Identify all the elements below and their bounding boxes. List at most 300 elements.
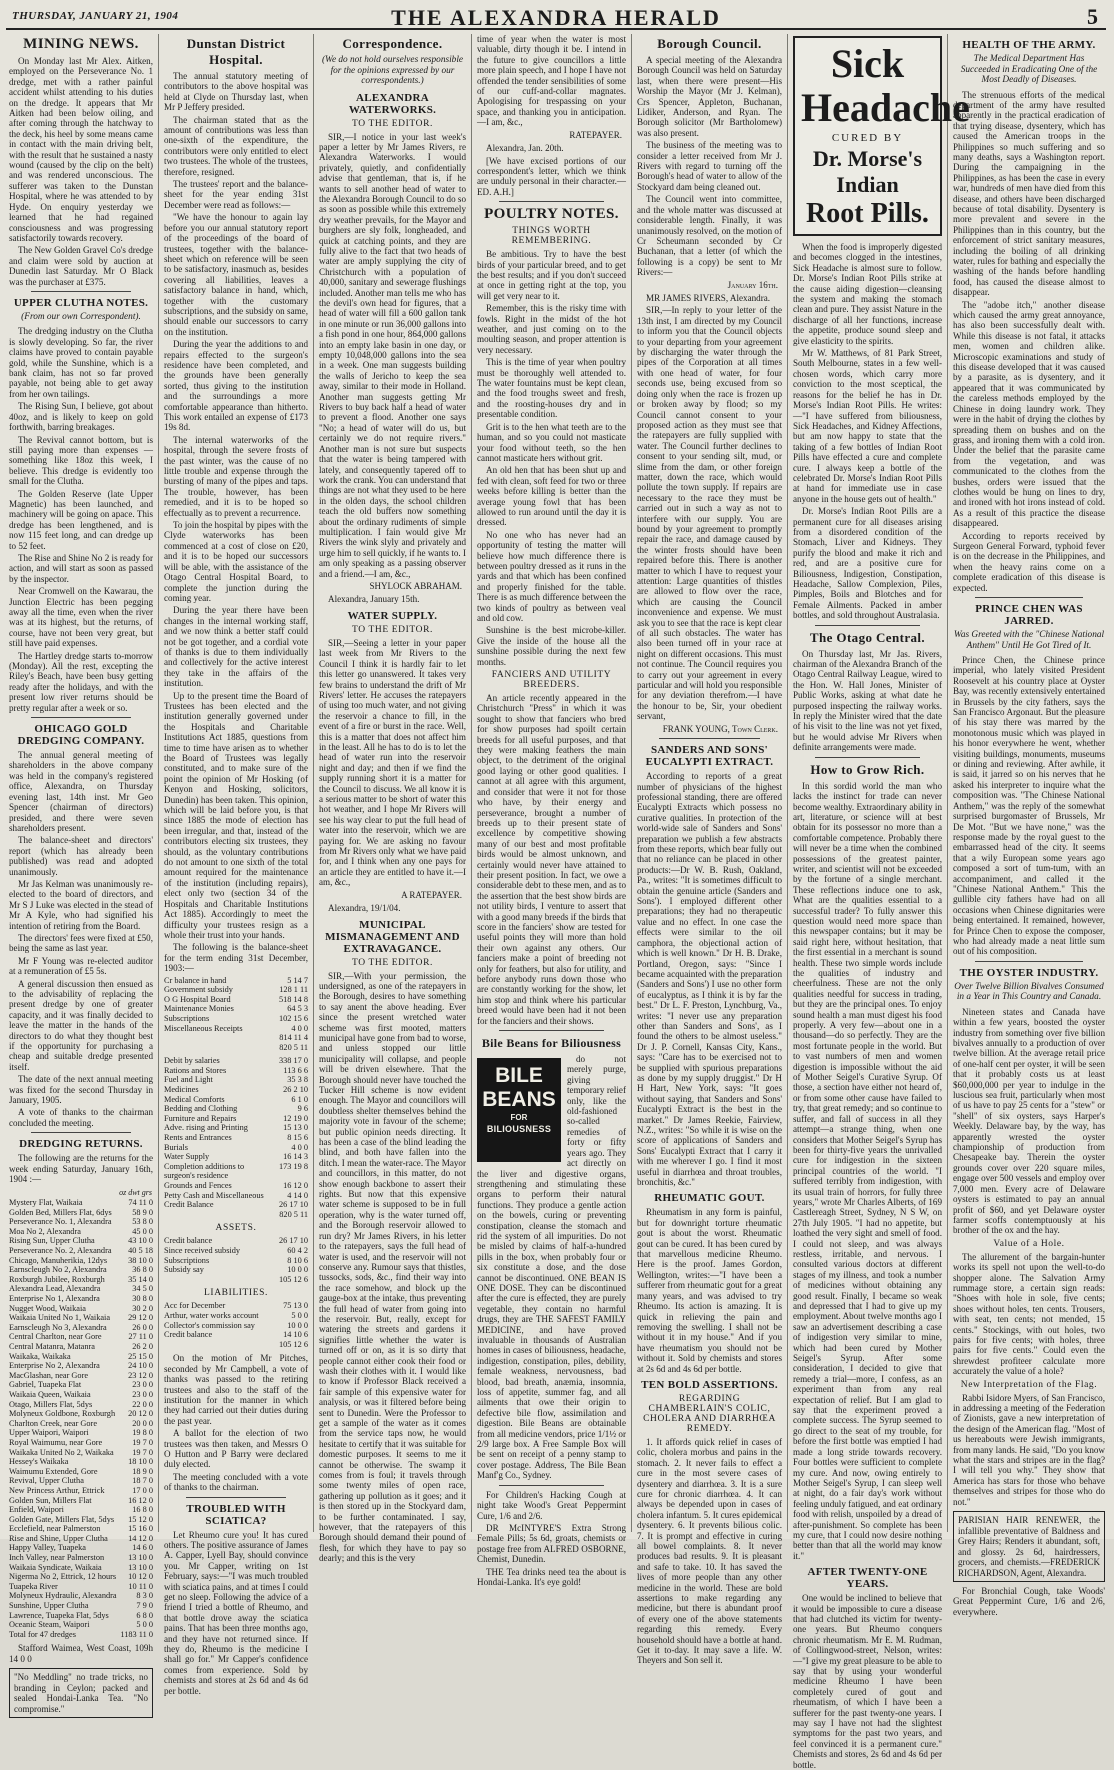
table-row bbox=[164, 1004, 308, 1014]
article-paragraph: Grit is to the hen what teeth are to the human, and so you could not masticate your food without teeth, so the hen cannot masticate hers without grit. bbox=[477, 421, 626, 463]
row-value: 17 0 0 bbox=[132, 1485, 153, 1495]
sciatica-heading: TROUBLED WITH SCIATICA? bbox=[186, 1502, 286, 1527]
divider bbox=[499, 1030, 604, 1031]
table-row bbox=[9, 1284, 153, 1294]
oyster-subheading: Over Twelve Billion Bivalves Consumed in a Year in This Country and Canada. bbox=[954, 981, 1104, 1003]
row-value: 19 7 0 bbox=[132, 1437, 153, 1447]
article-paragraph: The Golden Reserve (late Upper Magnetic) has been launched, and machinery will be going on apace. This dredge has been lengthened, and is now 115 feet long, and can dredge up to 52 feet. bbox=[9, 488, 153, 551]
poultry-notes-heading: POULTRY NOTES. bbox=[484, 206, 619, 223]
row-value: 34 5 0 bbox=[132, 1284, 153, 1294]
bile-beans-logo bbox=[477, 1058, 561, 1162]
row-value: 15 13 0 bbox=[283, 1123, 308, 1133]
divider bbox=[975, 961, 1083, 962]
correspondent-note: (From our own Correspondent). bbox=[21, 311, 141, 322]
row-label: Waikaia United No 1, Waikaia bbox=[9, 1313, 111, 1323]
assets-table bbox=[164, 1236, 308, 1284]
table-row bbox=[9, 1438, 153, 1448]
row-label: Credit balance bbox=[164, 1330, 213, 1340]
article-paragraph: The strenuous efforts of the medical department of the army have resulted apparently in the practical eradication of that trying disease, dysentery, which has caused the American troops in the Philippines so much suffering and so many deaths, says a Washington report. During the campaigning in the Philippines, as has been the case in every war, hundreds of men have died from this disease, and others have been discharged because of total disability. Dysentery is more prevalent and severe in the Philippines than in this country, but the enforcement of strict sanitary measures, including the boiling of all drinking water, rules for bathing and especially the washing of the hands before handling food, has caused the disease almost to disappear. bbox=[953, 89, 1105, 298]
row-label: Furniture and Repairs bbox=[164, 1113, 237, 1123]
row-label: Cr balance in hand bbox=[164, 975, 227, 985]
row-value: 8 3 0 bbox=[136, 1591, 153, 1601]
letter-address: TO THE EDITOR. bbox=[352, 957, 433, 968]
row-value: 14 10 6 bbox=[283, 1330, 308, 1340]
table-row bbox=[9, 1428, 153, 1438]
table-row bbox=[164, 1066, 308, 1076]
row-value: 38 10 0 bbox=[128, 1255, 153, 1265]
article-paragraph: Prince Chen, the Chinese prince imperial, who lately visited President Roosevelt at his country place at Oyster Bay, was recently extensively entertained in Brussels by the city fathers, says the San Francisco Argonaut. But the pleasure of his stay there was marred by the monotonous music which was played in his honor everywhere he went, whether visiting buildings, monuments, museums or dining and reviewing. After awhile, it is said, it jarred so on his nerves that he asked his interpreter to inquire what the composition was. "The Chinese National Anthem," was the reply of the somewhat surprised burgomaster of Brussels, Mr De Mot. "But we have none," was the response made by the royal guest to the embarrassed head of the city. It seems that a wily European some years ago composed a sort of tum-tum, with an accompaniment, and called it the "Chinese National Anthem." This the gullible city fathers have had on all occasions when Chinese dignitaries were being entertained. It remained, however, for Prince Chen to expose the composer, who had already made a neat little sum out of his composition. bbox=[953, 655, 1105, 957]
row-value: 14 12 0 bbox=[128, 1533, 153, 1543]
row-label: Nugget Wood, Waikaia bbox=[9, 1303, 86, 1313]
divider bbox=[499, 1485, 604, 1486]
rheumatic-gout-heading: RHEUMATIC GOUT. bbox=[654, 1192, 765, 1205]
row-label: Moa No 2, Alexandra bbox=[9, 1226, 81, 1236]
row-label bbox=[164, 1275, 265, 1285]
row-label: Acc for December bbox=[164, 1301, 226, 1311]
row-label: Enterprise No 1, Alexandra bbox=[9, 1294, 100, 1304]
article-paragraph: Sunshine is the best microbe-killer. Give the inside of the house all the sunshine possible during the next few months. bbox=[477, 625, 626, 667]
row-value: 60 4 2 bbox=[287, 1245, 308, 1255]
table-row bbox=[9, 1332, 153, 1342]
ten-assertions-heading: TEN BOLD ASSERTIONS. bbox=[641, 1378, 778, 1391]
article-paragraph: A vote of thanks to the chairman concluded the meeting. bbox=[9, 1107, 153, 1128]
row-value: 30 8 0 bbox=[132, 1294, 153, 1304]
table-row bbox=[9, 1371, 153, 1381]
article-paragraph: The directors' fees were fixed at £50, being the same as last year. bbox=[9, 932, 153, 954]
table-row bbox=[9, 1304, 153, 1314]
row-value: 15 16 0 bbox=[128, 1524, 153, 1534]
article-paragraph: The internal waterworks of the hospital, through the severe frosts of the past winter, was the cause of no little trouble and expense through the bursting of many of the pipes and taps. The trouble, however, has been remedied, and it is to be hoped so effectually as to prevent a recurrence. bbox=[164, 434, 308, 518]
advert-headline: Sick Headache bbox=[801, 41, 970, 130]
row-label: Perseverance No. 2, Alexandra bbox=[9, 1246, 112, 1256]
table-row bbox=[9, 1467, 153, 1477]
divider bbox=[815, 625, 920, 626]
article-paragraph: To join the hospital by pipes with the Clyde waterworks has been commenced at a cost of close on £20, and it is to be hoped our successors will be able, with the assistance of the Otago Central Hospital Board, to complete the junction during the coming year. bbox=[164, 520, 308, 603]
row-value: 102 15 6 bbox=[278, 1013, 308, 1023]
logo-line: FOR bbox=[510, 1113, 528, 1123]
table-row bbox=[9, 1380, 153, 1390]
row-value: 8 15 6 bbox=[287, 1133, 308, 1143]
army-health-heading: HEALTH OF THE ARMY. bbox=[962, 39, 1096, 51]
table-row bbox=[164, 1014, 308, 1024]
editor-note: [We have excised portions of our correspondent's letter, which we think are unduly personal in their character.—ED. A.H.] bbox=[477, 155, 626, 197]
table-row bbox=[9, 1198, 153, 1208]
article-paragraph: During the year the additions to and repairs effected to the surgeon's residence have been completed, and the grounds have been generally sorted, thus giving to the institution and the surroundings a more comfortable appearance than hitherto. This work entailed an expense of £173 19s 8d. bbox=[164, 339, 308, 433]
table-row bbox=[164, 1043, 308, 1053]
table-row bbox=[9, 1217, 153, 1227]
row-label: Fuel and Light bbox=[164, 1075, 213, 1085]
row-label: Golden Bed, Millers Flat, 6dys bbox=[9, 1207, 112, 1217]
row-label: Waikaka, Waikaka bbox=[9, 1351, 71, 1361]
row-label: Subsidy say bbox=[164, 1265, 204, 1275]
row-label: Debit by salaries bbox=[164, 1056, 220, 1066]
sanders-heading: SANDERS AND SONS' EUCALYPTI EXTRACT. bbox=[645, 744, 774, 769]
article-paragraph: During the year there have been changes in the internal working staff, and we now think a better staff could not be got together, and a cordial vote of thanks is due to them individually and collectively for the active interest they take in the affairs of the institution. bbox=[164, 605, 308, 689]
logo-line: BEANS bbox=[482, 1088, 556, 1112]
table-row bbox=[9, 1496, 153, 1506]
row-value: 10 0 0 bbox=[287, 1265, 308, 1275]
row-label: Rents and Entrances bbox=[164, 1133, 232, 1143]
table-row bbox=[9, 1294, 153, 1304]
row-label: Adve. rising and Printing bbox=[164, 1123, 248, 1133]
otago-central-heading: The Otago Central. bbox=[809, 629, 926, 645]
correspondence-disclaimer: (We do not hold ourselves responsible for the opinions expressed by our correspondents.) bbox=[321, 55, 464, 86]
row-value: 820 5 11 bbox=[279, 1042, 308, 1052]
letter-body: time of year when the water is most valuable, dirty though it be. I intend in the future to give councillors a little more plain speech, and I hope I have not offended the tender sensibilities of some of our cuff-and-collar magnates. Apologising for trespassing on your space, and thanking you in anticipation.—I am, &c., bbox=[477, 34, 626, 128]
row-value: 105 12 6 bbox=[278, 1339, 308, 1349]
letter-place: Alexandra, January 15th. bbox=[328, 594, 420, 605]
article-paragraph: The following is the balance-sheet for the term ending 31st December, 1903:— bbox=[164, 942, 308, 974]
row-label: Revival, Upper Clutha bbox=[9, 1476, 84, 1486]
row-value: 18 9 0 bbox=[132, 1466, 153, 1476]
row-value: 45 0 0 bbox=[132, 1226, 153, 1236]
article-paragraph: The dredging industry on the Clutha is slowly developing. So far, the river claims have proved to contain payable gold, while the Sunshine, which is a bank claim, has not so far proved payable, not being able to get away from her own tailings. bbox=[9, 326, 153, 399]
table-row bbox=[9, 1515, 153, 1525]
morse-pills-advert bbox=[793, 36, 970, 236]
row-label: MacGlashan, near Gore bbox=[9, 1370, 89, 1380]
balance-sheet-expenditure bbox=[164, 1056, 308, 1219]
letter-body: SIR,—I notice in your last week's paper a letter by Mr James Rivers, re Alexandra Waterworks. I would privately, quietly, and confidentially advise that gentleman, that is, if he wants to sell another head of water to the Alexandra Borough Council to do so as soon as possible while this extremely dry weather prevails, for the Mayor and burghers are sly folk, longheaded, and quick at catching points, and they are fully alive to the fact that two heads of water are amply supplying the city of Christchurch with a population of 40,000, sanitary and sewerage flushings included. Another man tells me who has the devil's own head for figures, that a head of water will fill a 600 gallon tank in one minute or run 36,000 gallons into a fish pond in one hour, 864,000 gallons into an empty lake basin in one day, or empty 10,048,000 gallons into the sea in a week. One man suggests building the walls of Jericho to keep the sea away, similar to their mode in Holland. Another man suggests getting Mr Rivers to buy back half a head of water to prevent a flood. Another one says "No; a head of water will do us, but certainly we do not require rivers." Another man is not sure but suspects that the water is being tampered with lately, and consequently tapered off to work the crank. You can understand that things are not what they used to be here in the olden days, the school children teach the old buffers now something about the ordinary rudiments of simple multiplication. I fain would give Mr Rivers the wink slyly and privately and urge him to sell quickly, if he wants to. I am only speaking as a passing observer and a friend.—I am, &c., bbox=[319, 131, 466, 579]
row-value: 24 10 0 bbox=[128, 1361, 153, 1371]
article-paragraph: The Rise and Shine No 2 is ready for action, and will start as soon as passed by the inspector. bbox=[9, 552, 153, 584]
letter-address: TO THE EDITOR. bbox=[352, 118, 433, 129]
dredging-returns-heading: DREDGING RETURNS. bbox=[19, 1138, 143, 1151]
divider bbox=[815, 757, 920, 758]
row-label: Happy Valley, Tuapeka bbox=[9, 1543, 86, 1553]
row-value: 19 7 0 bbox=[132, 1447, 153, 1457]
article-paragraph: The allurement of the bargain-hunter works its spell not upon the well-to-do shopper alone. The Salvation Army rummage store, a certain sign reads: "Shoes with hole in sole, five cents; shoes without holes, ten cents. Trousers, with seat, ten cents; not mended, 15 cents." Stockings, with out holes, two pairs for five cents; with holes, three pairs for five cents." Could even the shrewdest profiteer calculate more accurately the value of a hole? bbox=[953, 1251, 1105, 1377]
row-label: Rations and Stores bbox=[164, 1065, 227, 1075]
table-row bbox=[9, 1563, 153, 1573]
article-paragraph: A special meeting of the Alexandra Borough Council was held on Saturday last, when there were present—His Worship the Mayor (Mr J. Kelman), Crs Spencer, Appleton, Buchanan, Lidiker, Anderson, and Ryan. The Borough solicitor (Mr Bartholomew) was also present. bbox=[637, 55, 782, 138]
row-value: 8 10 6 bbox=[287, 1255, 308, 1265]
tea-advertisement: "No Meddling" no trade tricks, no branding in Ceylon; packed and sealed Hondai-Lanka Tea. "No compromise." bbox=[9, 1668, 153, 1718]
row-label: Central Matanra, Matanra bbox=[9, 1342, 95, 1351]
row-value: 23 0 0 bbox=[132, 1380, 153, 1390]
divider bbox=[499, 201, 604, 202]
table-row bbox=[9, 1409, 153, 1419]
article-paragraph: The meeting concluded with a vote of thanks to the chairman. bbox=[164, 1471, 308, 1493]
advert-brand: Dr. Morse's Indian bbox=[812, 146, 923, 197]
table-row bbox=[164, 1143, 308, 1153]
divider bbox=[975, 597, 1083, 598]
table-row bbox=[164, 1301, 308, 1311]
column-4 bbox=[472, 34, 632, 1587]
row-value: 13 10 0 bbox=[128, 1562, 153, 1572]
article-paragraph: The annual general meeting of shareholders in the above company was held in the company's registered office, Alexandra, on Thursday evening last, 14th inst. Mr Geo Spencer (chairman of directors) presided, and there were seven shareholders present. bbox=[9, 750, 153, 833]
row-value: 173 19 8 bbox=[278, 1161, 308, 1171]
row-label: Royal Waimumu, near Gore bbox=[9, 1437, 103, 1447]
divider bbox=[31, 291, 131, 292]
row-value: 35 3 8 bbox=[287, 1075, 308, 1085]
row-value: 5 14 7 bbox=[287, 975, 308, 985]
chicago-dredging-heading: OHICAGO GOLD DREDGING COMPANY. bbox=[17, 723, 145, 748]
row-value: 23 12 0 bbox=[128, 1370, 153, 1380]
row-value: 53 8 0 bbox=[132, 1217, 153, 1227]
column-7 bbox=[948, 34, 1110, 1617]
row-label: Waimumu Extended, Gore bbox=[9, 1466, 98, 1476]
liabilities-table bbox=[164, 1301, 308, 1349]
article-paragraph: The balance-sheet and directors' report (which has already been published) was read and adopted unanimously. bbox=[9, 835, 153, 877]
article-paragraph: Stafford Waimea, West Coast, 109h 14 0 0 bbox=[9, 1643, 153, 1664]
advert-product: Root Pills. bbox=[806, 198, 929, 229]
advertisement-text: do not merely purge, giving temporary relief only, like the old-fashioned so-called remedies of forty or fifty years ago. They act directly on the liver and digestive organs, strengthening and stimulating these organs to perform their natural functions. They produce a gentle action on the bowels, curing or preventing constipation, cleanse the stomach and rid the system of all impurities. Do not be misled by claims of half-a-hundred pills in the box, when probably four or six constitute a dose, and the dose cannot be discontinued. ONE BEAN IS ONE DOSE. They can be discontinued after the cure is effected, they are purely vegetable, they contain no harmful drugs, they are THE SAFEST FAMILY MEDICINE, and have proved invaluable in thousands of Australian homes in cases of biliousness, headache, indigestion, constipation, piles, debility, female weakness, nervousness, bad blood, bad breath, anæmia, insomnia, loss of appetite, summer fag, and all ailments that owe their origin to defective bile flow, assimilation and digestion. Bile Beans are obtainable from all medicine vendors, price 1/1½ or 2/9 large box. A Free Sample Box will be sent on receipt of a penny stamp to cover postage. Address, The Bile Bean Manf'g Co., Sydney. bbox=[477, 1054, 626, 1481]
table-row bbox=[9, 1534, 153, 1544]
row-label: Miscellaneous Receipts bbox=[164, 1023, 243, 1033]
table-row bbox=[9, 1227, 153, 1237]
table-row bbox=[9, 1390, 153, 1400]
row-label: Inch Valley, near Palmerston bbox=[9, 1553, 105, 1563]
article-paragraph: This is the time of year when poultry must be thoroughly well attended to. The water fountains must be kept clean, and the food troughs sweet and fresh, and the roosting-houses dry and in presentable condition. bbox=[477, 357, 626, 420]
bile-beans-heading: Bile Beans for Biliousness bbox=[481, 1036, 622, 1051]
table-row bbox=[164, 1114, 308, 1124]
article-paragraph: The annual statutory meeting of contributors to the above hospital was held at Clyde on Thursday last, when Mr P Jeffery presided. bbox=[164, 71, 308, 113]
article-paragraph: Near Cromwell on the Kawarau, the Junction Electric has been pegging away all the time, even when the river was at its highest, but the returns, of course, have not been very great, but still have paid expenses. bbox=[9, 586, 153, 649]
article-paragraph: The "adobe itch," another disease which caused the army great annoyance, has also been successfully dealt with. While this disease is not fatal, it attacks men, women and children alike. Microscopic examinations and study of this disease developed that it was caused by a parasite, as is dysentery, and it appeared that it was communicated by the careless methods employed by the Chinese in doing laundry work. They were in the habit of drying the clothes by spreading them on bushes and on the grass, and ironing them with a cold iron. Under the belief that the parasite came from the vegetation, and was communicated to the clothes from the bushes, orders were issued that the clothes would be hung on lines to dry, and ironed with hot irons instead of cold. As a result of this practice the disease disappeared. bbox=[953, 299, 1105, 529]
advertisement-text: Dr. Morse's Indian Root Pills are a permanent cure for all diseases arising from a disordered condition of the Stomach, Liver and Kidneys. They purify the blood and make it rich and red, and are a positive cure for Biliousness, Indigestion, Constipation, Headache, Sallow Complexion, Piles, Pimples, Boils and Blotches and for Female Ailments. Packed in amber bottles, and sold throughout Australasia. bbox=[793, 506, 942, 621]
article-paragraph: A general discussion then ensued as to the advisability of replacing the present dredge by one of greater capacity, and it was finally decided to leave the matter in the hands of the directors to do what they thought best if the opportunity for purchasing a cheap and suitable dredge presented itself. bbox=[9, 978, 153, 1072]
article-paragraph: An old hen that has been shut up and fed with clean, soft feed for two or three weeks before killing is better than the average young fowl that has been allowed to run around until the day it is dressed. bbox=[477, 465, 626, 528]
row-label: Otago, Millers Flat, 5dys bbox=[9, 1399, 93, 1409]
column-3 bbox=[314, 34, 472, 1564]
table-row bbox=[9, 1448, 153, 1458]
table-row bbox=[9, 1457, 153, 1467]
article-paragraph: Up to the present time the Board of Trustees has been elected and the institution generally governed under the Hospitals and Charitable Institutions Act 1885, questions from time to time have arisen as to whether the Board of Trustees was legally constituted, and to make sure of the point the opinion of Mr Hosking (of Kenyon and Hosking, solicitors, Dunedin) has been taken. This opinion, which will be laid before you, is that since 1885 the mode of election has been irregular, and that, instead of the contributors electing six trustees, they should, as the voluntary contributions do not amount to one sixth of the total amount required for the maintenance of the institution (including repairs), elect only two (section 34 of the Hospitals and Charitable Institutions Act 1885). Accordingly to meet the difficulty your trustees resign as a whole their trust into your hands. bbox=[164, 690, 308, 940]
table-row bbox=[9, 1476, 153, 1486]
row-label: Medicines bbox=[164, 1085, 199, 1095]
table-row bbox=[9, 1208, 153, 1218]
column-1 bbox=[4, 34, 159, 1714]
column-5 bbox=[632, 34, 788, 1666]
letter-heading: WATER SUPPLY. bbox=[347, 609, 438, 622]
row-label bbox=[164, 1033, 266, 1043]
row-label: Grounds and Fences bbox=[164, 1181, 232, 1190]
table-row bbox=[9, 1323, 153, 1333]
row-value: 16 12 0 bbox=[128, 1495, 153, 1505]
advertisement-text: When the food is improperly digested and becomes clogged in the intestines, Sick Headache is almost sure to follow. Dr. Morse's Indian Root Pills strike at the cause aiding digestion—cleansing the system and making the stomach clean and pure. They assist Nature in the discharge of all her functions, increase the appetite, produce sound sleep and give elasticity to the spirits. bbox=[793, 242, 942, 346]
row-label: Golden Gate, Millers Flat, 5dys bbox=[9, 1514, 115, 1524]
row-value: 26 17 10 bbox=[278, 1200, 308, 1210]
row-label: Chicago, Manuherikia, 12dys bbox=[9, 1255, 108, 1265]
masthead-title: THE ALEXANDRA HERALD bbox=[391, 5, 721, 30]
letter-body: SIR,—In reply to your letter of the 13th inst, I am directed by my Council to inform you that the Council objects to your departing from your agreement by discharging the water through the pipes of the Corporation at all times with one head of water, for four seconds use, being excused from so doing only when the race is frozen up or broken away by flood; so my Council cannot consent to your proposed action as they must see that the ratepayers are fully supplied with water. The Council further declines to consent to your sending silt, mud, or slime from the dam, or other foreign matter, down the race, which would pollute the town supply. If repairs are necessary to the race they must be carried out in such a way as not to interfere with our supply. You are bound by your agreement to promptly repair the race, and damage caused by the winter frosts should have been repaired before this. There is another matter to which I have to request your attention: Large quantities of thistles are allowed to flow over the race, which are causing the Council inconvenience and expense. We must ask you to see that the race is kept clear of all such obstacles. The water has also been turned off in your race at night on different occasions. This must not continue. The Council requires you to carry out your agreement in every particular and will hold you responsible for any deviation therefrom.—I have the honour to be, Sir, your obedient servant, bbox=[637, 305, 782, 722]
row-value: 10 0 0 bbox=[287, 1320, 308, 1330]
row-value: 10 11 0 bbox=[128, 1581, 153, 1591]
row-value: 5 0 0 bbox=[291, 1310, 308, 1320]
row-label: Credit Balance bbox=[164, 1200, 214, 1210]
row-label: Water Supply bbox=[164, 1152, 210, 1162]
table-row bbox=[9, 1524, 153, 1534]
row-label: Molyneux Goldbone, Roxburgh bbox=[9, 1409, 116, 1419]
advertisement-text: 1. It affords quick relief in cases of colic, cholera morbus and pains in the stomach. 2. It never fails to effect a cure in the most severe cases of dysentery and diarrhœa. 3. It is a sure cure for chronic diarrhœa. 4. It can always be depended upon in cases of cholera infantum. 5. It cures epidemical dysentery. 6. It prevents bilious colic. 7. It is prompt and effective in curing all bowel complaints. 8. It never produces bad results. 9. It is pleasant and safe to take. 10. It has saved the lives of more people than any other medicine in the world. These are bold assertions to make regarding any medicine, but there is abundant proof of every one of the above statements regarding this remedy. Every household should have a bottle at hand. Get it to-day. It may save a life. W. Theyers and Son sell it. bbox=[637, 1436, 782, 1666]
borough-council-heading: Borough Council. bbox=[657, 36, 762, 51]
table-row bbox=[164, 1311, 308, 1321]
divider bbox=[659, 738, 760, 739]
article-paragraph: Mr F Young was re-elected auditor at a remuneration of £5 5s. bbox=[9, 955, 153, 977]
row-label: Since received subsidy bbox=[164, 1245, 241, 1255]
table-row bbox=[9, 1505, 153, 1515]
letter-signature: A RATEPAYER. bbox=[401, 889, 462, 900]
letter-date: January 16th. bbox=[727, 279, 778, 290]
table-row bbox=[9, 1275, 153, 1285]
row-value: 20 0 0 bbox=[132, 1418, 153, 1428]
article-paragraph: The business of the meeting was to consider a letter received from Mr J. Rivers with regard to turning off the Borough's head of water to allow of the Stockyard dam being cleaned out. bbox=[637, 140, 782, 192]
table-row bbox=[164, 1024, 308, 1034]
row-label bbox=[164, 1043, 266, 1053]
letter-place: Alexandra, 19/1/04. bbox=[328, 903, 401, 914]
table-row bbox=[164, 1033, 308, 1043]
row-label: Collector's commission say bbox=[164, 1320, 255, 1330]
table-row bbox=[164, 1246, 308, 1256]
table-row bbox=[9, 1591, 153, 1601]
row-label: Burials bbox=[164, 1142, 188, 1152]
logo-line: BILIOUSNESS bbox=[486, 1124, 552, 1135]
table-row bbox=[164, 1210, 308, 1220]
table-row bbox=[9, 1419, 153, 1429]
row-value: 6 1 0 bbox=[291, 1094, 308, 1104]
row-value: 128 1 11 bbox=[279, 985, 308, 995]
letter-place: Alexandra, Jan. 20th. bbox=[486, 143, 564, 154]
row-label: Waikaka United No 2, Waikaka bbox=[9, 1447, 114, 1457]
row-value: 40 5 18 bbox=[128, 1246, 153, 1256]
article-paragraph: Remember, this is the risky time with fowls. Right in the midst of the hot weather, and just coming on to the moulting season, and proper attention is very necessary. bbox=[477, 303, 626, 355]
row-label: Maintenance Monies bbox=[164, 1004, 234, 1014]
article-paragraph: The date of the next annual meeting was fixed for the second Thursday in January, 1905. bbox=[9, 1074, 153, 1106]
article-paragraph: The trustees' report and the balance-sheet for the year ending 31st December were read as follows:— bbox=[164, 179, 308, 210]
table-row bbox=[164, 976, 308, 986]
row-label: Nigerma No 2, Ettrick, 12 hours bbox=[9, 1572, 117, 1582]
row-value: 58 9 0 bbox=[132, 1207, 153, 1217]
row-label: Waikaia Queen, Waikaia bbox=[9, 1389, 91, 1399]
advertisement-text: According to reports of a great number of physicians of the highest professional standing, there are offered Eucalypti Extracts which possess no curative qualities. In protection of the world-wide sale of Sanders and Sons' preparation we publish a few abstracts from these reports, which bear fully out that no reliance can be placed in other products:—Dr W. B. Rush, Oakland, Pa., writes: "It is sometimes difficult to obtain the genuine article (Sanders and Sons'). I employed different other preparations; they had no therapeutic value and no effect. In one case the effects were similar to the oil camphora, the objectional action of which is well known." Dr H. B. Drake, Portland, Oregon, says: "Since I became acquainted with the preparation (Sanders and Sons') I use no other form of eucalyptus, as I think it is by far the best." Dr L. F. Preston, Lynchburg, Va., writes: "I never use any preparation other than Sanders and Sons', as I found the others to be almost useless." Dr J. P. Cornell, Kansas City, Kans., says: "Care has to be exercised not to be supplied with spurious preparations as done by my supply druggist." Dr H H Hart, New York, says: "It goes without saying, that Sanders and Sons' Eucalypti Extract is the best in the market." Dr James Reekie, Fairview, N.Z., writes: "So while it is wise on the score of applications of Sanders and Sons' Eucalypti Extract that I carry it with me wherever I go. I find it most useful in diarrhœa and throat troubles, bronchitis, &c." bbox=[637, 771, 782, 1188]
row-value: 5 0 0 bbox=[136, 1620, 153, 1630]
row-value: 74 11 0 bbox=[128, 1198, 153, 1208]
letter-body: SIR,—Seeing a letter in your paper last week from Mr Rivers to the Council I think it is hardly fair to let this letter go unanswered. It takes very few brains to understand the drift of Mr Rivers' letter. He accuses the ratepayers of using too much water, and not giving the reservoir a chance to fill, in the event of a fire or burst in the race. Well, this is a matter that does not affect him in the least. All he has to do is to let the head of water run into the reservoir night and day; and then if we find the supply running short it is a matter for the Council to discuss. We all know it is a serious matter to be short of water this hot weather, and I hope Mr Rivers will see his way clear to put the full head of water into the reservoir, which we are paying for. We are asking no favour from Mr Rivers only what we have paid for, and I think when any one pays for an article they are entitled to have it.—I am, &c., bbox=[319, 637, 466, 888]
article-paragraph: Nineteen states and Canada have within a few years, boosted the oyster industry from something over five billion bivalves annually to a production of over twelve billion. At the average retail price of one-half cent per oyster, it will be seen that it probably costs us at least $60,000,000 per year to indulge in the luscious sea fruit, particularly when most of us have to pay 25 cents for a "stew" or "shell" of six oysters, says Harper's Weekly. Delaware bay, by the way, has apparently wrested the oyster championship of production from Chesapeake bay. Therein the oyster grounds cover over 220 square miles, engage over 500 vessels and employ over 7,000 men. Every acre of Delaware oysters is estimated to pay an annual profit of $60, and yet Delaware oyster farmer scoffs contemptuously at his brother of the ox and the hay. bbox=[953, 1006, 1105, 1236]
row-label: Arthur, water works account bbox=[164, 1310, 259, 1320]
row-value: 13 10 0 bbox=[128, 1553, 153, 1563]
table-row bbox=[164, 1181, 308, 1191]
divider bbox=[31, 1132, 131, 1133]
ten-assertions-subheading: REGARDING CHAMBERLAIN'S COLIC, CHOLERA AND DIARRHŒA REMEDY. bbox=[643, 1393, 776, 1434]
row-value: 14 6 0 bbox=[132, 1543, 153, 1553]
row-label: Golden Sun, Millers Flat bbox=[9, 1495, 92, 1505]
table-row bbox=[164, 1256, 308, 1266]
row-value: 23 0 0 bbox=[132, 1389, 153, 1399]
table-row bbox=[9, 1246, 153, 1256]
row-label: Roxburgh Jubilee, Roxburgh bbox=[9, 1274, 105, 1284]
row-value: 820 5 11 bbox=[279, 1209, 308, 1219]
article-paragraph: The Rising Sun, I believe, got about 40oz, and is likely to keep on gold forthwith, barring breakages. bbox=[9, 401, 153, 433]
row-label: Central Charlton, near Gore bbox=[9, 1332, 102, 1342]
table-row bbox=[9, 1256, 153, 1266]
letter-heading: ALEXANDRA WATERWORKS. bbox=[348, 91, 437, 116]
row-label: Earnscleugh No 3, Alexandra bbox=[9, 1322, 107, 1332]
table-row bbox=[9, 1342, 153, 1352]
row-value: 338 17 0 bbox=[278, 1056, 308, 1066]
article-paragraph: The following are the returns for the week ending Saturday, January 16th, 1904 :— bbox=[9, 1153, 153, 1185]
row-label: Petty Cash and Miscellaneous bbox=[164, 1190, 264, 1200]
article-paragraph: No one who has never had an opportunity of testing the matter will believe how much difference there is between poultry dressed as it runs in the yards and that which has been confined and properly finished for the table. There is as much difference between the two kinds of poultry as between veal and old cow. bbox=[477, 529, 626, 623]
row-value: 30 2 0 bbox=[132, 1303, 153, 1313]
column-6 bbox=[788, 34, 970, 1770]
advertisement-text: Mr W. Matthews, of 81 Park Street, South Melbourne, states in a few well-chosen words, which carry more conviction to the most sceptical, the reasons for the belief he has in Dr. Morse's Indian Root Pills. He writes:—"I have suffered from biliousness, Sick Headaches, and Kidney Affections, but am now happy to state that the taking of a few bottles of Indian Root Pills have effected a cure and complete cure. I always keep a bottle of the celebrated Dr. Morse's Indian Root Pills at hand for immediate use in case anyone in the house gets out of health." bbox=[793, 348, 942, 504]
table-row bbox=[164, 1133, 308, 1143]
logo-line: BILE bbox=[495, 1064, 543, 1088]
table-row bbox=[164, 1056, 308, 1066]
row-value: 26 17 10 bbox=[278, 1236, 308, 1246]
table-row bbox=[164, 1275, 308, 1285]
row-label: Medical Comforts bbox=[164, 1094, 225, 1104]
table-row bbox=[9, 1486, 153, 1496]
row-value: 75 13 0 bbox=[283, 1301, 308, 1311]
row-value: 64 5 3 bbox=[287, 1004, 308, 1014]
returns-total-label: Total for 47 dredges bbox=[9, 1629, 76, 1639]
row-value: 26 2 10 bbox=[283, 1085, 308, 1095]
row-value: 18 7 0 bbox=[132, 1476, 153, 1486]
row-label: Hessey's Waikaka bbox=[9, 1457, 69, 1467]
row-label: Lawrence, Tuapeka Flat, 5dys bbox=[9, 1610, 109, 1620]
row-label: Oceanic Steam, Waipori bbox=[9, 1620, 90, 1630]
article-paragraph: On Thursday last, Mr Jas. Rivers, chairman of the Alexandra Branch of the Otago Central Railway League, wired to the Hon. W. Hall Jones, Minister of Public Works, asking at what date he purposed inspecting the railway works. In reply the Minister wired that the date of his visit to the line was not yet fixed, but he would advise Mr Rivers when definite arrangements were made. bbox=[793, 648, 942, 753]
row-label: Upper Waipori, Waipori bbox=[9, 1428, 89, 1438]
table-row bbox=[164, 1162, 308, 1181]
row-label: Ecclefield, near Palmerston bbox=[9, 1524, 101, 1534]
balance-sheet-receipts bbox=[164, 976, 308, 1053]
row-label: Rise and Shine, Upper Clutha bbox=[9, 1533, 108, 1543]
row-value: 27 11 0 bbox=[128, 1332, 153, 1342]
row-label: Enfield, Waipori bbox=[9, 1505, 64, 1515]
letter-heading: MUNICIPAL MISMANAGEMENT AND EXTRAVAGANCE. bbox=[325, 918, 460, 955]
army-health-subheading: The Medical Department Has Succeeded in Eradicating One of the Most Deadly of Diseases. bbox=[960, 54, 1098, 85]
table-row bbox=[164, 1095, 308, 1105]
row-label: Charlton Creek, near Gore bbox=[9, 1418, 98, 1428]
hair-renewer-advert: PARISIAN HAIR RENEWER, the infallible preventative of Baldness and Grey Hairs; Renders it abundant, soft, and glossy. 2s 6d, hairdressers, grocers, and chemists.—FREDERICK RICHARDSON, Agent, Alexandra. bbox=[953, 1511, 1105, 1582]
table-row bbox=[164, 1340, 308, 1350]
table-row bbox=[9, 1572, 153, 1582]
row-value: 18 10 0 bbox=[128, 1457, 153, 1467]
table-row bbox=[9, 1601, 153, 1611]
hospital-heading: Dunstan District Hospital. bbox=[186, 36, 286, 67]
table-row bbox=[164, 1236, 308, 1246]
table-row bbox=[9, 1265, 153, 1275]
table-row bbox=[164, 995, 308, 1005]
row-value: 26 0 0 bbox=[132, 1322, 153, 1332]
row-label: Enterprise No 2, Alexandra bbox=[9, 1361, 100, 1371]
advertisement-text: In this sordid world the man who lacks the instinct for trade can never become wealthy. Extraordinary ability in art, literature, or science will at best obtain for its possessor no more than a comfortable competence. Probably there will never be a time when the combined possessions of the greatest painter, writer, and scientist will not be exceeded by the fortune of a single merchant. These reflections induce one to ask, What are the qualities essential to a successful trader? To fully answer this question would need more space than this newspaper contains; but it may be said right here, without hesitation, that the first essential in a merchant is sound health. These two simple words include the qualities of industry and cheerfulness. These are not the only qualities needful for success in trading, but they are the principal ones. To enjoy sound health a man must digest his food properly. A very few—about one in a thousand—do so perfectly. They are the most fortunate people in the world. But to vast numbers of men and women digestion is impossible without the aid of Mother Seigel's Curative Syrup. Of those, a section have either not heard of, or from some other cause have failed to try, that great remedy; and so continue to suffer, and fall of success in all they attempt—a strange thing, when one considers that Mother Seigel's Syrup has been for thirty-five years the unrivalled cure for indigestion in the sixteen principal countries of the world. "I suffered terribly from indigestion, with its usual train of horrors, for fully three years," wrote Mr Charles Alberts, of 169 Castlereagh Street, Sydney, N S W, on 27th July 1905. "I had no appetite, but loathed the very sight and smell of food. I could not sleep, and was always restless, irritable, and nervous. I consulted various doctors at different stages of my illness, and took a number of medicines without obtaining any good result. Finally, I became so weak and depressed that I had to give up my employment. About twelve months ago I saw an advertisement describing a case of indigestion very similar to mine, which had been cured by Mother Seigel's Syrup. After some consideration, I decided to give that remedy a trial—more, I confess, as an experiment than from any real expectation of relief. But I am glad to say that the experiment proved a complete success. The Syrup seemed to go direct to the seat of my trouble, for before the first bottle was emptied I had made a long stride towards recovery. Four bottles were sufficient to complete my cure. And now, owing entirely to Mother Seigel's Syrup, I can sleep well at night, do a fair day's work without feeling unduly fatigued, and eat ordinary food with relish, unspoiled by a dread of after-punishment. So complete has been my cure, that I could now desire nothing better than that all the world may know it." bbox=[793, 780, 942, 1561]
table-row bbox=[164, 1104, 308, 1114]
row-value: 518 14 8 bbox=[278, 994, 308, 1004]
letter-body: SIR,—With your permission, the undersigned, as one of the ratepayers in the Borough, desires to have something to say anent the above heading. Ever since the present wretched water scheme was first mooted, matters municipal have gone from bad to worse, and unless stopped our little municipality will collapse, and people will be driven elsewhere. That the Borough should never have touched the Tucker Hill scheme is now evident enough. The Mayor and councillors will doubtless shelter themselves behind the majority vote in favour of the scheme; but public opinion needs directing. It has been a case of the blind leading the blind, and both have fallen into the ditch. I mean the water-race. The Mayor and councillors, in this matter, do not show enough backbone to assert their rights. But now that this expensive water scheme is supposed to be in full operation, why is the water turned off, and the Borough reservoir allowed to run dry? Mr James Rivers, in his letter to the ratepayers, says the full head of water is used, and the reservoir will not conserve any. Rumour says that thistles, tussocks, sods, &c., find their way into the race somehow, and block up the gauge-box at the intake, thus preventing the full head of water from going into the reservoir. But, really, except for watering the streets and gardens it signifies little whether the water is turned off or on, as it is so dirty that people cannot either cook their food or wash their clothes with it. I would like to know if Professor Black received a fair sample of this expensive water for analysis, or was it filtered before being sent to Dunedin. Were the Professor to get a sample of the water as it comes from the service taps now, he would hesitate to certify that it was suitable for domestic purposes. It seems to me it cannot be otherwise. The swamp it comes from is foul; it travels through some twenty miles of open race, gathering up pollution as it goes; and it is then stored up in the Stockyard dam, to be further contaminated. I say, however, that the ratepayers of this Borough should demand their pound of flesh, for which they have to pay so dearly; and this is the very bbox=[319, 970, 466, 1564]
row-value: 26 2 0 bbox=[132, 1342, 153, 1351]
article-paragraph: The Hartley dredge starts to-morrow (Monday). All the rest, excepting the Riley's Beach, have been busy getting ready after the holidays, and with the present low river returns should be pretty regular after a week or so. bbox=[9, 650, 153, 713]
advertisement-text: One would be inclined to believe that it would be impossible to cure a disease that had clutched its victim for twenty-one years. But Rheumo conquers chronic rheumatism. Mr E. M. Rudman, of Collingwood-street, Nelson, writes:—"I give my great pleasure to be able to say that by using your wonderful medicine Rheumo I have been completely cured of gout and rheumatism, of which I have been a sufferer for the past twenty-one years. I may say I have not had the slightest symptoms for the past two years, and feel convinced it is a permanent cure." Chemists and stores, 2s 6d and 4s 6d per bottle. bbox=[793, 1593, 942, 1770]
article-paragraph: The New Golden Gravel Co's dredge and claim were sold by auction at Dunedin last Saturday. Mr O Black was the purchaser at £375. bbox=[9, 245, 153, 287]
letter-address: MR JAMES RIVERS, Alexandra. bbox=[646, 293, 771, 304]
letter-signature: RATEPAYER. bbox=[569, 129, 622, 140]
oyster-heading: THE OYSTER INDUSTRY. bbox=[959, 966, 1099, 979]
article-paragraph: On Monday last Mr Alex. Aitken, employed on the Perseverance No. 1 dredge, met with a rather painful accident whilst attending to his duties on the dredge. It appears that Mr Aitken had been below oiling, and after coming through the hatchway to the deck, his heel by some means came in contact with the main driving belt, with the result that he sustained a nasty wound (caused by the clip on the belt) and was rendered unconscious. The sufferer was taken to the Dunstan Hospital, where he was attended to by Hyde. On enquiry yesterday we learned that he had regained consciousness and was progressing satisfactorily towards recovery. bbox=[9, 56, 153, 243]
advertisement-text: For Children's Hacking Cough at night take Wood's Great Peppermint Cure, 1/6 and 2/6. bbox=[477, 1489, 626, 1521]
article-paragraph: The Council went into committee, and the whole matter was discussed at considerable length. Finally, it was unanimously resolved, on the motion of Cr Scheumann seconded by Cr Buchanan, that a letter (of which the following is a copy) be sent to Mr Rivers:— bbox=[637, 194, 782, 278]
advert-subline: CURED BY bbox=[831, 132, 904, 144]
table-row bbox=[9, 1582, 153, 1592]
table-row bbox=[9, 1611, 153, 1621]
returns-column-header: oz dwt grs bbox=[119, 1187, 152, 1197]
grow-rich-heading: How to Grow Rich. bbox=[810, 761, 925, 777]
row-label: Completion additions to surgeon's residence bbox=[164, 1161, 245, 1181]
table-row bbox=[164, 1123, 308, 1133]
